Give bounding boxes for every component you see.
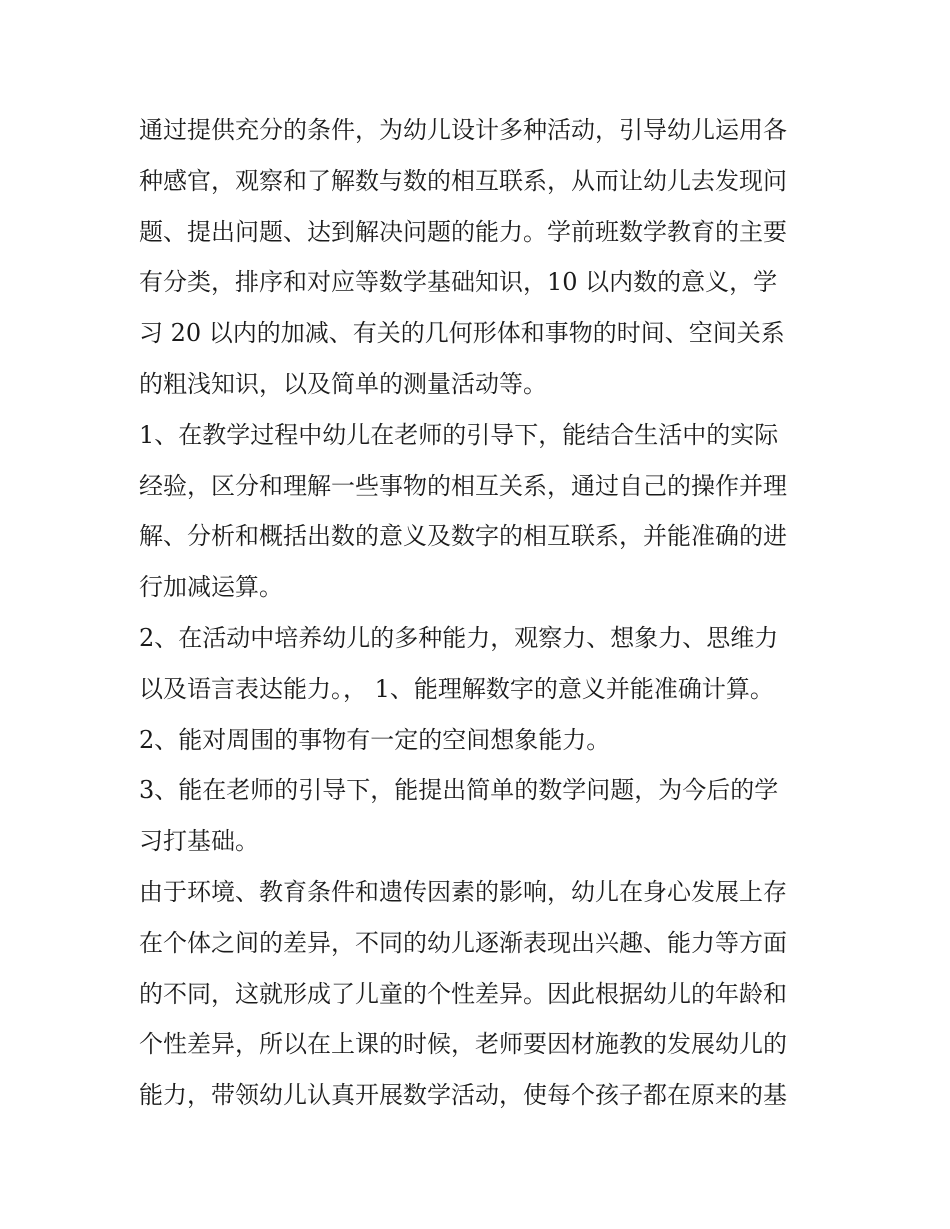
text-line: 2、能对周围的事物有一定的空间想象能力。 — [139, 725, 611, 754]
text-line: 行加减运算。 — [139, 573, 283, 602]
text-line: 由于环境、教育条件和遗传因素的影响，幼儿在身心发展上存 — [139, 877, 787, 906]
text-line: 个性差异，所以在上课的时候，老师要因材施教的发展幼儿的 — [139, 1030, 787, 1059]
text-line: 通过提供充分的条件，为幼儿设计多种活动，引导幼儿运用各 — [139, 116, 787, 144]
text-line: 3、能在老师的引导下，能提出简单的数学问题，为今后的学 — [139, 776, 779, 805]
text-line: 题、提出问题、达到解决问题的能力。学前班数学教育的主要 — [139, 217, 787, 246]
text-line: 能力，带领幼儿认真开展数学活动，使每个孩子都在原来的基 — [139, 1081, 787, 1110]
text-line: 的不同，这就形成了儿童的个性差异。因此根据幼儿的年龄和 — [139, 979, 787, 1008]
text-line: 1、在教学过程中幼儿在老师的引导下，能结合生活中的实际 — [139, 420, 779, 449]
text-line: 有分类，排序和对应等数学基础知识，10 以内数的意义，学 — [139, 268, 778, 297]
text-line: 在个体之间的差异，不同的幼儿逐渐表现出兴趣、能力等方面 — [139, 928, 787, 957]
text-line: 以及语言表达能力。， 1、能理解数字的意义并能准确计算。 — [139, 674, 774, 703]
text-line: 经验，区分和理解一些事物的相互关系，通过自己的操作并理 — [139, 471, 787, 500]
text-line: 的粗浅知识，以及简单的测量活动等。 — [139, 369, 547, 398]
text-line: 种感官，观察和了解数与数的相互联系，从而让幼儿去发现问 — [139, 166, 787, 195]
text-line: 解、分析和概括出数的意义及数字的相互联系，并能准确的进 — [139, 522, 787, 551]
text-line: 习 20 以内的加减、有关的几何形体和事物的时间、空间关系 — [139, 319, 785, 348]
text-line: 习打基础。 — [139, 827, 259, 856]
text-line: 2、在活动中培养幼儿的多种能力，观察力、想象力、思维力 — [139, 623, 779, 652]
body-text — [139, 105, 819, 1121]
